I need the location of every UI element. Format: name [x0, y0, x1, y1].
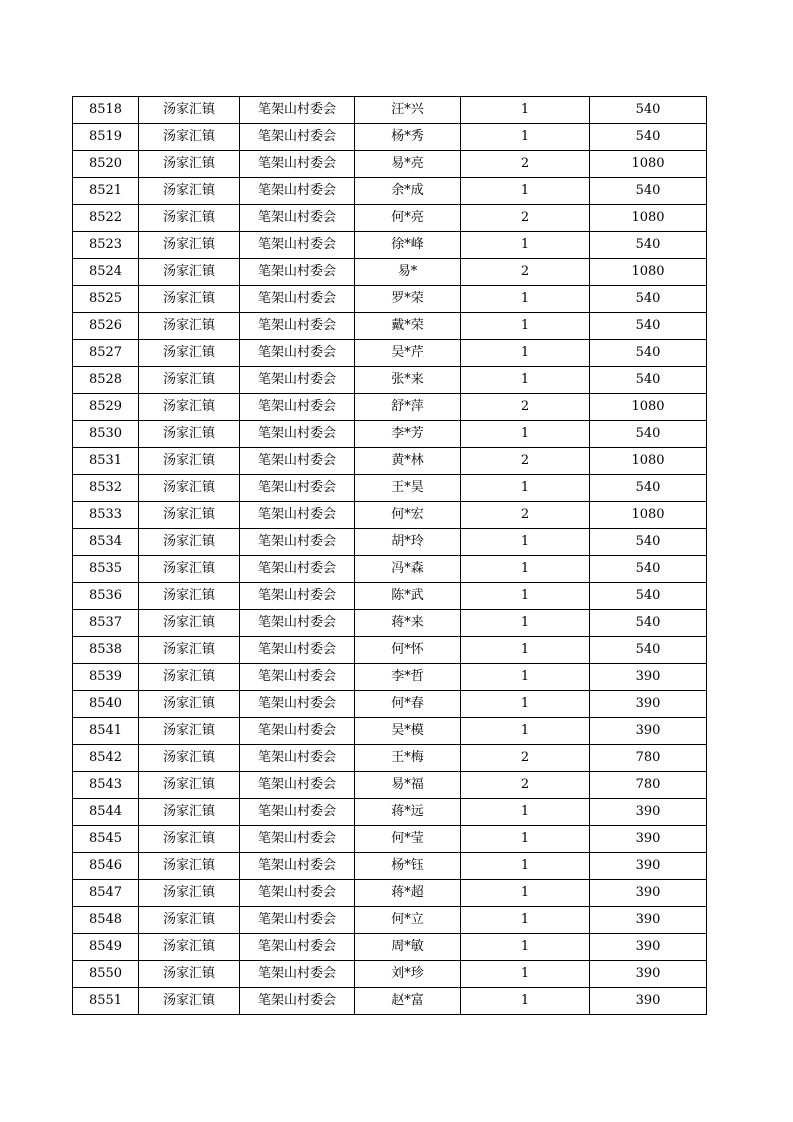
- village-committee-cell: 笔架山村委会: [240, 988, 355, 1015]
- village-committee-cell: 笔架山村委会: [240, 880, 355, 907]
- serial-number-cell: 8519: [73, 124, 139, 151]
- amount-cell: 540: [590, 583, 707, 610]
- serial-number-cell: 8521: [73, 178, 139, 205]
- village-committee-cell: 笔架山村委会: [240, 664, 355, 691]
- village-committee-cell: 笔架山村委会: [240, 826, 355, 853]
- name-cell: 易*亮: [355, 151, 461, 178]
- table-row: [73, 691, 707, 718]
- serial-number-cell: 8550: [73, 961, 139, 988]
- amount-cell: 390: [590, 880, 707, 907]
- roster-table: [72, 96, 707, 1015]
- amount-cell: 390: [590, 853, 707, 880]
- town-cell: 汤家汇镇: [139, 961, 240, 988]
- count-cell: 1: [461, 853, 590, 880]
- name-cell: 何*莹: [355, 826, 461, 853]
- count-cell: 1: [461, 313, 590, 340]
- name-cell: 赵*富: [355, 988, 461, 1015]
- table-row: [73, 232, 707, 259]
- village-committee-cell: 笔架山村委会: [240, 367, 355, 394]
- amount-cell: 540: [590, 97, 707, 124]
- town-cell: 汤家汇镇: [139, 664, 240, 691]
- table-row: [73, 475, 707, 502]
- count-cell: 2: [461, 772, 590, 799]
- amount-cell: 1080: [590, 259, 707, 286]
- amount-cell: 540: [590, 178, 707, 205]
- town-cell: 汤家汇镇: [139, 178, 240, 205]
- count-cell: 1: [461, 529, 590, 556]
- table-row: [73, 421, 707, 448]
- serial-number-cell: 8529: [73, 394, 139, 421]
- town-cell: 汤家汇镇: [139, 502, 240, 529]
- name-cell: 何*宏: [355, 502, 461, 529]
- town-cell: 汤家汇镇: [139, 718, 240, 745]
- name-cell: 易*福: [355, 772, 461, 799]
- count-cell: 1: [461, 880, 590, 907]
- serial-number-cell: 8530: [73, 421, 139, 448]
- count-cell: 1: [461, 907, 590, 934]
- count-cell: 1: [461, 340, 590, 367]
- village-committee-cell: 笔架山村委会: [240, 853, 355, 880]
- village-committee-cell: 笔架山村委会: [240, 151, 355, 178]
- town-cell: 汤家汇镇: [139, 610, 240, 637]
- town-cell: 汤家汇镇: [139, 988, 240, 1015]
- table-row: [73, 367, 707, 394]
- town-cell: 汤家汇镇: [139, 205, 240, 232]
- table-row: [73, 448, 707, 475]
- town-cell: 汤家汇镇: [139, 853, 240, 880]
- table-row: [73, 799, 707, 826]
- serial-number-cell: 8544: [73, 799, 139, 826]
- serial-number-cell: 8538: [73, 637, 139, 664]
- town-cell: 汤家汇镇: [139, 907, 240, 934]
- village-committee-cell: 笔架山村委会: [240, 259, 355, 286]
- village-committee-cell: 笔架山村委会: [240, 97, 355, 124]
- town-cell: 汤家汇镇: [139, 691, 240, 718]
- serial-number-cell: 8549: [73, 934, 139, 961]
- name-cell: 罗*荣: [355, 286, 461, 313]
- count-cell: 2: [461, 745, 590, 772]
- amount-cell: 1080: [590, 502, 707, 529]
- town-cell: 汤家汇镇: [139, 637, 240, 664]
- serial-number-cell: 8531: [73, 448, 139, 475]
- count-cell: 1: [461, 664, 590, 691]
- name-cell: 舒*萍: [355, 394, 461, 421]
- table-row: [73, 340, 707, 367]
- village-committee-cell: 笔架山村委会: [240, 745, 355, 772]
- serial-number-cell: 8541: [73, 718, 139, 745]
- count-cell: 2: [461, 448, 590, 475]
- name-cell: 易*: [355, 259, 461, 286]
- amount-cell: 390: [590, 664, 707, 691]
- name-cell: 黄*林: [355, 448, 461, 475]
- name-cell: 陈*武: [355, 583, 461, 610]
- amount-cell: 540: [590, 340, 707, 367]
- name-cell: 周*敏: [355, 934, 461, 961]
- count-cell: 1: [461, 475, 590, 502]
- name-cell: 张*来: [355, 367, 461, 394]
- amount-cell: 1080: [590, 151, 707, 178]
- village-committee-cell: 笔架山村委会: [240, 934, 355, 961]
- town-cell: 汤家汇镇: [139, 448, 240, 475]
- count-cell: 1: [461, 637, 590, 664]
- serial-number-cell: 8534: [73, 529, 139, 556]
- table-row: [73, 124, 707, 151]
- town-cell: 汤家汇镇: [139, 124, 240, 151]
- roster-table-body: [73, 97, 707, 1015]
- town-cell: 汤家汇镇: [139, 232, 240, 259]
- count-cell: 1: [461, 232, 590, 259]
- table-row: [73, 637, 707, 664]
- serial-number-cell: 8545: [73, 826, 139, 853]
- serial-number-cell: 8542: [73, 745, 139, 772]
- table-row: [73, 151, 707, 178]
- village-committee-cell: 笔架山村委会: [240, 637, 355, 664]
- name-cell: 杨*钰: [355, 853, 461, 880]
- name-cell: 杨*秀: [355, 124, 461, 151]
- serial-number-cell: 8525: [73, 286, 139, 313]
- count-cell: 2: [461, 151, 590, 178]
- table-row: [73, 286, 707, 313]
- serial-number-cell: 8532: [73, 475, 139, 502]
- name-cell: 徐*峰: [355, 232, 461, 259]
- amount-cell: 390: [590, 961, 707, 988]
- count-cell: 2: [461, 259, 590, 286]
- village-committee-cell: 笔架山村委会: [240, 799, 355, 826]
- village-committee-cell: 笔架山村委会: [240, 178, 355, 205]
- town-cell: 汤家汇镇: [139, 97, 240, 124]
- name-cell: 吴*模: [355, 718, 461, 745]
- village-committee-cell: 笔架山村委会: [240, 124, 355, 151]
- name-cell: 蒋*远: [355, 799, 461, 826]
- amount-cell: 1080: [590, 394, 707, 421]
- name-cell: 胡*玲: [355, 529, 461, 556]
- town-cell: 汤家汇镇: [139, 934, 240, 961]
- amount-cell: 540: [590, 556, 707, 583]
- name-cell: 蒋*超: [355, 880, 461, 907]
- town-cell: 汤家汇镇: [139, 529, 240, 556]
- town-cell: 汤家汇镇: [139, 556, 240, 583]
- amount-cell: 390: [590, 988, 707, 1015]
- village-committee-cell: 笔架山村委会: [240, 421, 355, 448]
- serial-number-cell: 8537: [73, 610, 139, 637]
- count-cell: 1: [461, 610, 590, 637]
- serial-number-cell: 8527: [73, 340, 139, 367]
- amount-cell: 540: [590, 124, 707, 151]
- serial-number-cell: 8536: [73, 583, 139, 610]
- town-cell: 汤家汇镇: [139, 745, 240, 772]
- count-cell: 2: [461, 502, 590, 529]
- count-cell: 1: [461, 178, 590, 205]
- village-committee-cell: 笔架山村委会: [240, 718, 355, 745]
- serial-number-cell: 8546: [73, 853, 139, 880]
- amount-cell: 540: [590, 367, 707, 394]
- town-cell: 汤家汇镇: [139, 772, 240, 799]
- town-cell: 汤家汇镇: [139, 340, 240, 367]
- serial-number-cell: 8535: [73, 556, 139, 583]
- village-committee-cell: 笔架山村委会: [240, 232, 355, 259]
- count-cell: 1: [461, 799, 590, 826]
- count-cell: 1: [461, 988, 590, 1015]
- count-cell: 1: [461, 691, 590, 718]
- town-cell: 汤家汇镇: [139, 259, 240, 286]
- table-row: [73, 583, 707, 610]
- serial-number-cell: 8543: [73, 772, 139, 799]
- name-cell: 冯*森: [355, 556, 461, 583]
- serial-number-cell: 8522: [73, 205, 139, 232]
- table-row: [73, 394, 707, 421]
- table-row: [73, 772, 707, 799]
- count-cell: 1: [461, 961, 590, 988]
- name-cell: 余*成: [355, 178, 461, 205]
- village-committee-cell: 笔架山村委会: [240, 583, 355, 610]
- amount-cell: 390: [590, 934, 707, 961]
- village-committee-cell: 笔架山村委会: [240, 313, 355, 340]
- name-cell: 汪*兴: [355, 97, 461, 124]
- count-cell: 1: [461, 421, 590, 448]
- name-cell: 何*立: [355, 907, 461, 934]
- village-committee-cell: 笔架山村委会: [240, 529, 355, 556]
- town-cell: 汤家汇镇: [139, 151, 240, 178]
- town-cell: 汤家汇镇: [139, 799, 240, 826]
- table-row: [73, 745, 707, 772]
- table-row: [73, 556, 707, 583]
- table-row: [73, 178, 707, 205]
- table-row: [73, 934, 707, 961]
- serial-number-cell: 8548: [73, 907, 139, 934]
- village-committee-cell: 笔架山村委会: [240, 556, 355, 583]
- town-cell: 汤家汇镇: [139, 880, 240, 907]
- table-row: [73, 907, 707, 934]
- count-cell: 2: [461, 205, 590, 232]
- count-cell: 1: [461, 367, 590, 394]
- town-cell: 汤家汇镇: [139, 394, 240, 421]
- count-cell: 1: [461, 556, 590, 583]
- table-row: [73, 826, 707, 853]
- serial-number-cell: 8524: [73, 259, 139, 286]
- document-page: [72, 96, 706, 1015]
- village-committee-cell: 笔架山村委会: [240, 340, 355, 367]
- table-row: [73, 97, 707, 124]
- town-cell: 汤家汇镇: [139, 421, 240, 448]
- table-row: [73, 529, 707, 556]
- name-cell: 王*梅: [355, 745, 461, 772]
- village-committee-cell: 笔架山村委会: [240, 772, 355, 799]
- amount-cell: 540: [590, 313, 707, 340]
- amount-cell: 540: [590, 529, 707, 556]
- table-row: [73, 502, 707, 529]
- serial-number-cell: 8551: [73, 988, 139, 1015]
- amount-cell: 1080: [590, 448, 707, 475]
- table-row: [73, 718, 707, 745]
- name-cell: 李*芳: [355, 421, 461, 448]
- table-row: [73, 664, 707, 691]
- amount-cell: 390: [590, 799, 707, 826]
- table-row: [73, 853, 707, 880]
- serial-number-cell: 8518: [73, 97, 139, 124]
- town-cell: 汤家汇镇: [139, 313, 240, 340]
- town-cell: 汤家汇镇: [139, 826, 240, 853]
- serial-number-cell: 8526: [73, 313, 139, 340]
- town-cell: 汤家汇镇: [139, 367, 240, 394]
- table-row: [73, 259, 707, 286]
- amount-cell: 780: [590, 772, 707, 799]
- name-cell: 吴*芹: [355, 340, 461, 367]
- amount-cell: 1080: [590, 205, 707, 232]
- name-cell: 何*亮: [355, 205, 461, 232]
- name-cell: 戴*荣: [355, 313, 461, 340]
- serial-number-cell: 8528: [73, 367, 139, 394]
- serial-number-cell: 8523: [73, 232, 139, 259]
- village-committee-cell: 笔架山村委会: [240, 691, 355, 718]
- count-cell: 1: [461, 934, 590, 961]
- name-cell: 何*怀: [355, 637, 461, 664]
- table-row: [73, 313, 707, 340]
- amount-cell: 390: [590, 907, 707, 934]
- village-committee-cell: 笔架山村委会: [240, 907, 355, 934]
- village-committee-cell: 笔架山村委会: [240, 286, 355, 313]
- count-cell: 1: [461, 583, 590, 610]
- village-committee-cell: 笔架山村委会: [240, 394, 355, 421]
- name-cell: 刘*珍: [355, 961, 461, 988]
- amount-cell: 540: [590, 421, 707, 448]
- amount-cell: 540: [590, 610, 707, 637]
- town-cell: 汤家汇镇: [139, 583, 240, 610]
- serial-number-cell: 8547: [73, 880, 139, 907]
- village-committee-cell: 笔架山村委会: [240, 610, 355, 637]
- table-row: [73, 610, 707, 637]
- amount-cell: 540: [590, 286, 707, 313]
- table-row: [73, 880, 707, 907]
- village-committee-cell: 笔架山村委会: [240, 961, 355, 988]
- amount-cell: 390: [590, 826, 707, 853]
- serial-number-cell: 8540: [73, 691, 139, 718]
- village-committee-cell: 笔架山村委会: [240, 475, 355, 502]
- amount-cell: 390: [590, 691, 707, 718]
- amount-cell: 390: [590, 718, 707, 745]
- table-row: [73, 205, 707, 232]
- name-cell: 何*春: [355, 691, 461, 718]
- name-cell: 李*哲: [355, 664, 461, 691]
- amount-cell: 540: [590, 232, 707, 259]
- count-cell: 1: [461, 826, 590, 853]
- amount-cell: 540: [590, 475, 707, 502]
- name-cell: 王*昊: [355, 475, 461, 502]
- serial-number-cell: 8520: [73, 151, 139, 178]
- village-committee-cell: 笔架山村委会: [240, 448, 355, 475]
- count-cell: 1: [461, 97, 590, 124]
- count-cell: 1: [461, 718, 590, 745]
- serial-number-cell: 8539: [73, 664, 139, 691]
- town-cell: 汤家汇镇: [139, 475, 240, 502]
- serial-number-cell: 8533: [73, 502, 139, 529]
- amount-cell: 540: [590, 637, 707, 664]
- village-committee-cell: 笔架山村委会: [240, 502, 355, 529]
- name-cell: 蒋*来: [355, 610, 461, 637]
- count-cell: 1: [461, 124, 590, 151]
- village-committee-cell: 笔架山村委会: [240, 205, 355, 232]
- table-row: [73, 988, 707, 1015]
- count-cell: 1: [461, 286, 590, 313]
- count-cell: 2: [461, 394, 590, 421]
- amount-cell: 780: [590, 745, 707, 772]
- town-cell: 汤家汇镇: [139, 286, 240, 313]
- table-row: [73, 961, 707, 988]
